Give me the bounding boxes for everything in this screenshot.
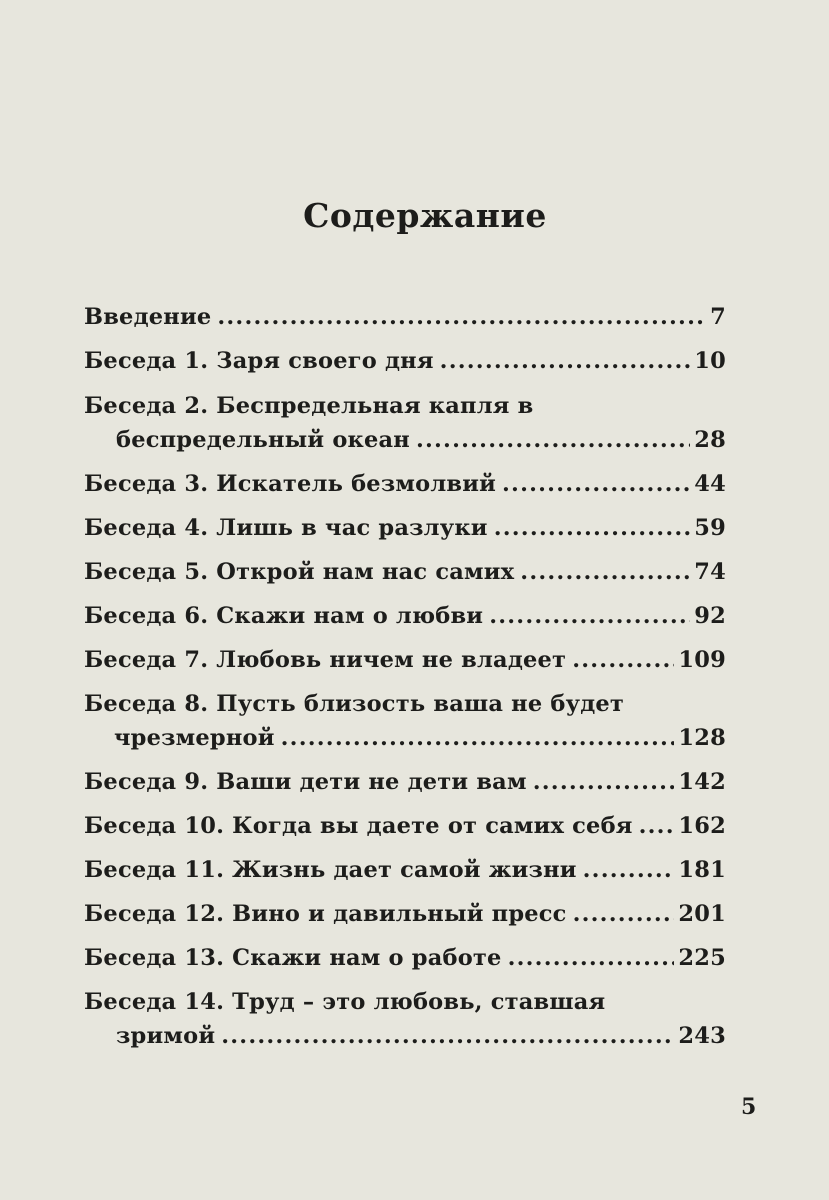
toc-entry-talk-5 — [84, 555, 726, 589]
dot-leader — [573, 897, 675, 931]
toc-entry-title: Беседа 12. Вино и давильный пресс — [84, 901, 567, 927]
toc-entry-title-continued: чрезмерной — [114, 725, 275, 751]
dot-leader — [583, 853, 675, 887]
toc-entry-title: Беседа 7. Любовь ничем не владеет — [84, 647, 567, 673]
toc-entry-talk-6 — [84, 599, 726, 633]
toc-entry-title: Беседа 9. Ваши дети не дети вам — [84, 769, 527, 795]
toc-entry-talk-8 — [84, 687, 726, 755]
toc-page-number: 225 — [678, 945, 726, 971]
dot-leader — [416, 423, 690, 457]
dot-leader — [572, 643, 674, 677]
dot-leader — [221, 1019, 674, 1053]
toc-page-number: 74 — [694, 559, 726, 585]
toc-entry-title: Беседа 1. Заря своего дня — [84, 348, 434, 374]
dot-leader — [502, 467, 690, 501]
toc-entry-title: Беседа 14. Труд – это любовь, ставшая — [84, 989, 606, 1015]
dot-leader — [440, 344, 691, 378]
dot-leader — [520, 555, 690, 589]
toc-entry-talk-4 — [84, 511, 726, 545]
toc-entry-talk-12 — [84, 897, 726, 931]
toc-entry-talk-2 — [84, 389, 726, 457]
toc-entry-title: Беседа 3. Искатель безмолвий — [84, 471, 497, 497]
toc-page-number: 162 — [678, 813, 726, 839]
toc-entry-title: Беседа 13. Скажи нам о работе — [84, 945, 502, 971]
toc-page-number: 128 — [678, 725, 726, 751]
toc-entry-title-continued: зримой — [116, 1023, 216, 1049]
toc-entry-talk-14 — [84, 985, 726, 1053]
page-number: 5 — [741, 1094, 757, 1120]
page-title: Содержание — [303, 196, 547, 235]
toc-entry-title: Беседа 8. Пусть близость ваша не будет — [84, 691, 625, 717]
dot-leader — [489, 599, 690, 633]
toc-page-number: 59 — [694, 515, 726, 541]
dot-leader — [508, 941, 675, 975]
toc-entry-title: Беседа 11. Жизнь дает самой жизни — [84, 857, 577, 883]
dot-leader — [217, 300, 706, 334]
toc-page-number: 28 — [694, 427, 726, 453]
toc-page-number: 201 — [678, 901, 726, 927]
toc-page-number: 10 — [694, 348, 726, 374]
toc-entry-introduction — [84, 300, 726, 334]
toc-page-number: 7 — [710, 304, 726, 330]
toc-entry-title: Беседа 4. Лишь в час разлуки — [84, 515, 488, 541]
toc-entry-title: Беседа 10. Когда вы даете от самих себя — [84, 813, 633, 839]
toc-entry-talk-9 — [84, 765, 726, 799]
dot-leader — [494, 511, 691, 545]
dot-leader — [639, 809, 675, 843]
toc-page-number: 181 — [678, 857, 726, 883]
toc-entry-talk-10 — [84, 809, 726, 843]
toc-entry-title: Введение — [84, 304, 212, 330]
toc-entry-title-continued: беспредельный океан — [116, 427, 410, 453]
toc-page-number: 243 — [678, 1023, 726, 1049]
toc-entry-title: Беседа 5. Открой нам нас самих — [84, 559, 515, 585]
toc-entry-talk-7 — [84, 643, 726, 677]
table-of-contents — [84, 300, 726, 1053]
toc-entry-talk-1 — [84, 344, 726, 378]
toc-entry-talk-13 — [84, 941, 726, 975]
toc-entry-talk-11 — [84, 853, 726, 887]
dot-leader — [533, 765, 675, 799]
toc-entry-talk-3 — [84, 467, 726, 501]
toc-page-number: 142 — [678, 769, 726, 795]
toc-page-number: 109 — [678, 647, 726, 673]
toc-page-number: 92 — [694, 603, 726, 629]
toc-page-number: 44 — [694, 471, 726, 497]
toc-entry-title: Беседа 2. Беспредельная капля в — [84, 393, 534, 419]
toc-entry-title: Беседа 6. Скажи нам о любви — [84, 603, 484, 629]
dot-leader — [281, 721, 675, 755]
